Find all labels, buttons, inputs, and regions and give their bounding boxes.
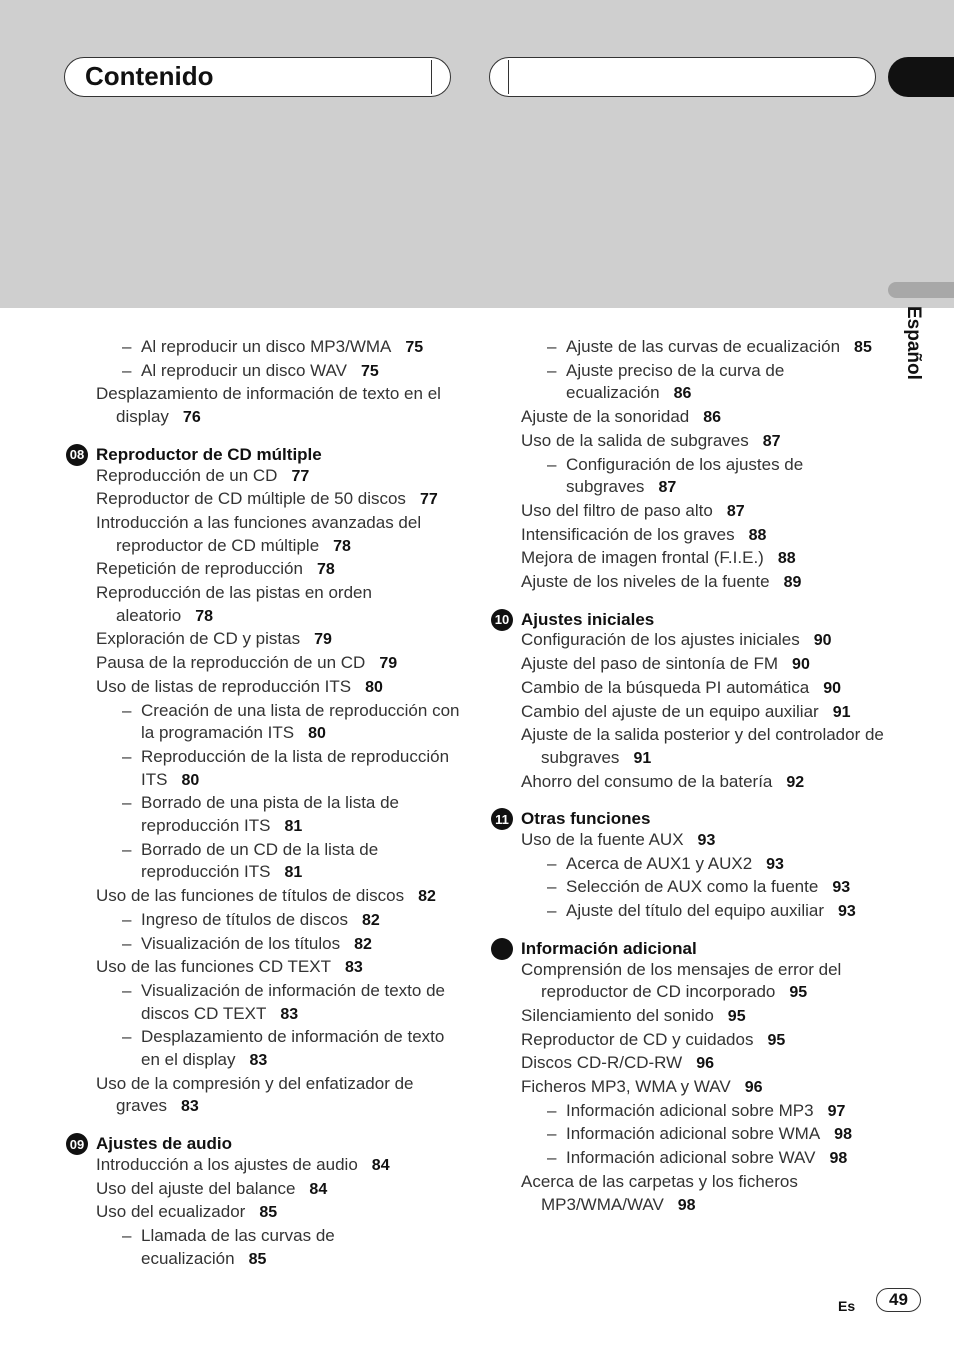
toc-entry[interactable] — [64, 512, 464, 558]
toc-subentry[interactable] — [64, 839, 464, 885]
toc-entry[interactable] — [64, 488, 464, 512]
entry-page-number: 91 — [832, 703, 851, 721]
section-heading — [64, 442, 464, 465]
toc-entry[interactable] — [64, 383, 464, 429]
toc-subentry[interactable] — [489, 360, 884, 406]
dash-marker: – — [122, 909, 132, 929]
entry-page-number: 75 — [360, 362, 379, 380]
section-heading — [489, 607, 884, 630]
entry-page-number: 81 — [284, 864, 303, 882]
entry-text: Ajuste de los niveles de la fuente — [521, 572, 770, 592]
entry-text: Cambio de la búsqueda PI automática — [521, 677, 810, 697]
entry-text: Selección de AUX como la fuente — [566, 877, 819, 897]
dash-marker: – — [122, 1225, 132, 1245]
dash-marker: – — [122, 746, 132, 766]
toc-entry[interactable] — [64, 885, 464, 909]
entry-page-number: 85 — [259, 1204, 278, 1222]
entry-text: Ficheros MP3, WMA y WAV — [521, 1077, 731, 1097]
toc-column-left — [64, 336, 464, 1271]
entry-page-number: 98 — [834, 1126, 852, 1144]
section-number-badge: 11 — [491, 808, 513, 830]
entry-page-number: 84 — [309, 1180, 328, 1198]
title-box — [64, 57, 451, 97]
entry-page-number: 93 — [838, 903, 856, 921]
entry-text: Borrado de una pista de la lista de reproducción ITS — [141, 793, 400, 836]
language-label: Español — [903, 306, 924, 380]
chapter-tab — [888, 57, 954, 97]
entry-page-number: 93 — [697, 832, 716, 850]
toc-subentry[interactable] — [489, 876, 884, 900]
entry-page-number: 97 — [827, 1102, 846, 1120]
entry-page-number: 83 — [344, 959, 363, 977]
toc-entry[interactable] — [64, 558, 464, 582]
toc-entry[interactable] — [489, 1052, 884, 1076]
entry-text: Intensificación de los graves — [521, 524, 735, 544]
entry-text: Ingreso de títulos de discos — [141, 909, 348, 929]
entry-page-number: 84 — [371, 1156, 390, 1174]
entry-page-number: 95 — [789, 984, 808, 1002]
entry-text: Introducción a los ajustes de audio — [96, 1154, 358, 1174]
entry-text: Al reproducir un disco MP3/WMA — [141, 337, 392, 356]
entry-page-number: 93 — [766, 855, 784, 873]
entry-text: Información adicional sobre WAV — [566, 1148, 816, 1168]
toc-entry[interactable] — [489, 771, 884, 795]
entry-page-number: 83 — [280, 1005, 299, 1023]
toc-entry[interactable] — [64, 465, 464, 489]
toc-entry[interactable] — [489, 677, 884, 701]
entry-page-number: 78 — [333, 537, 351, 555]
entry-text: Desplazamiento de información de texto en el display — [141, 1027, 445, 1070]
entry-text: Ajuste de la salida posterior y del controlador de subgraves — [521, 725, 884, 767]
entry-text: Borrado de un CD de la lista de reproducción ITS — [141, 839, 379, 882]
section-title: Información adicional — [521, 938, 697, 958]
entry-page-number: 78 — [195, 607, 214, 625]
entry-page-number: 77 — [419, 491, 438, 509]
entry-page-number: 88 — [777, 550, 796, 568]
section-heading — [489, 936, 884, 959]
toc-entry[interactable] — [64, 582, 464, 628]
entry-page-number: 77 — [291, 467, 310, 485]
footer-language-code: Es — [838, 1298, 856, 1314]
entry-text: Ajuste preciso de la curva de ecualización — [566, 360, 785, 403]
toc-subentry[interactable] — [64, 360, 464, 384]
toc-entry[interactable] — [489, 406, 884, 430]
entry-text: Discos CD-R/CD-RW — [521, 1053, 683, 1073]
toc-column-right — [489, 336, 884, 1217]
entry-text: Introducción a las funciones avanzadas del reproductor de CD múltiple — [96, 512, 422, 555]
entry-text: Visualización de información de texto de discos CD TEXT — [141, 980, 445, 1023]
entry-page-number: 87 — [762, 432, 781, 450]
toc-entry[interactable] — [489, 547, 884, 571]
toc-entry[interactable] — [489, 430, 884, 454]
entry-text: Reproducción de las pistas en orden aleatorio — [96, 583, 372, 625]
entry-text: Uso del ajuste del balance — [96, 1178, 296, 1198]
section-title: Ajustes iniciales — [521, 609, 655, 629]
entry-text: Creación de una lista de reproducción con la programación ITS — [141, 700, 460, 743]
toc-entry[interactable] — [489, 571, 884, 595]
section-number-badge: 10 — [491, 609, 513, 631]
entry-text: Información adicional sobre MP3 — [566, 1100, 814, 1120]
entry-page-number: 83 — [249, 1052, 268, 1070]
dash-marker: – — [547, 1148, 557, 1168]
dash-marker: – — [547, 853, 557, 873]
toc-entry[interactable] — [64, 652, 464, 676]
toc-subentry[interactable] — [64, 1026, 464, 1072]
section-heading — [489, 806, 884, 829]
toc-subentry[interactable] — [489, 1147, 884, 1171]
entry-text: Mejora de imagen frontal (F.I.E.) — [521, 548, 764, 568]
dash-marker: – — [547, 454, 557, 474]
entry-page-number: 82 — [418, 888, 436, 906]
entry-page-number: 86 — [673, 385, 692, 403]
toc-entry[interactable] — [489, 629, 884, 653]
dash-marker: – — [547, 1124, 557, 1144]
entry-page-number: 98 — [829, 1150, 848, 1168]
entry-text: Uso de la compresión y del enfatizador de graves — [96, 1073, 414, 1116]
entry-page-number: 87 — [726, 502, 745, 520]
dash-marker: – — [122, 1027, 132, 1047]
entry-text: Acerca de las carpetas y los ficheros MP3/WMA/WAV — [521, 1171, 798, 1214]
entry-text: Llamada de las curvas de ecualización — [141, 1225, 335, 1268]
entry-text: Visualización de los títulos — [141, 933, 341, 953]
entry-page-number: 96 — [696, 1055, 714, 1073]
toc-subentry[interactable] — [64, 933, 464, 957]
entry-text: Configuración de los ajustes iniciales — [521, 630, 800, 650]
dash-marker: – — [547, 901, 557, 921]
entry-page-number: 76 — [182, 409, 201, 427]
title-box-divider — [431, 60, 432, 94]
dash-marker: – — [547, 1100, 557, 1120]
toc-subentry[interactable] — [489, 853, 884, 877]
dash-marker: – — [122, 793, 132, 813]
entry-text: Información adicional sobre WMA — [566, 1124, 821, 1144]
entry-page-number: 91 — [633, 749, 652, 767]
toc-entry[interactable] — [489, 701, 884, 725]
toc-entry[interactable] — [64, 1073, 464, 1119]
toc-subentry[interactable] — [489, 454, 884, 500]
dash-marker: – — [547, 337, 557, 356]
toc-subentry[interactable] — [489, 1100, 884, 1124]
entry-text: Ajuste de la sonoridad — [521, 407, 690, 427]
entry-page-number: 81 — [284, 818, 303, 836]
entry-text: Repetición de reproducción — [96, 559, 303, 579]
dash-marker: – — [122, 980, 132, 1000]
section-heading — [64, 1131, 464, 1154]
toc-entry[interactable] — [64, 676, 464, 700]
header-band — [0, 0, 954, 308]
dash-marker: – — [122, 360, 132, 380]
toc-entry[interactable] — [64, 1154, 464, 1178]
entry-text: Exploración de CD y pistas — [96, 629, 301, 649]
section-number-badge: 09 — [66, 1133, 88, 1155]
entry-page-number: 75 — [405, 339, 424, 356]
entry-text: Acerca de AUX1 y AUX2 — [566, 853, 753, 873]
entry-text: Uso de las funciones de títulos de discos — [96, 886, 405, 906]
entry-text: Uso del ecualizador — [96, 1202, 246, 1222]
entry-text: Comprensión de los mensajes de error del reproductor de CD incorporado — [521, 959, 842, 1002]
entry-text: Ajuste del título del equipo auxiliar — [566, 901, 824, 921]
blank-header-box — [489, 57, 876, 97]
entry-page-number: 89 — [783, 574, 802, 592]
entry-page-number: 88 — [748, 526, 767, 544]
toc-subentry[interactable] — [489, 900, 884, 924]
entry-page-number: 95 — [727, 1007, 746, 1025]
section-title: Ajustes de audio — [96, 1134, 233, 1154]
toc-entry[interactable] — [489, 500, 884, 524]
section-title: Otras funciones — [521, 809, 651, 829]
entry-text: Uso de listas de reproducción ITS — [96, 676, 352, 696]
entry-page-number: 93 — [832, 879, 851, 897]
toc-entry[interactable] — [64, 1178, 464, 1202]
dash-marker: – — [122, 839, 132, 859]
entry-text: Uso de la fuente AUX — [521, 830, 684, 850]
toc-entry[interactable] — [489, 1076, 884, 1100]
entry-page-number: 80 — [365, 678, 383, 696]
toc-entry[interactable] — [489, 524, 884, 548]
entry-page-number: 90 — [823, 679, 842, 697]
entry-text: Silenciamiento del sonido — [521, 1005, 714, 1025]
section-number-badge — [491, 938, 513, 960]
entry-text: Reproductor de CD y cuidados — [521, 1029, 754, 1049]
entry-page-number: 90 — [813, 632, 832, 650]
entry-text: Ajuste del paso de sintonía de FM — [521, 654, 779, 674]
entry-page-number: 90 — [792, 656, 810, 674]
language-tab-marker — [888, 282, 954, 298]
entry-page-number: 92 — [786, 773, 805, 791]
entry-page-number: 78 — [316, 561, 335, 579]
entry-page-number: 79 — [314, 631, 332, 649]
entry-page-number: 95 — [767, 1031, 786, 1049]
entry-page-number: 85 — [248, 1250, 267, 1268]
entry-page-number: 79 — [379, 655, 398, 673]
entry-page-number: 96 — [744, 1079, 763, 1097]
entry-text: Configuración de los ajustes de subgraves — [566, 454, 804, 497]
page-number: 49 — [876, 1288, 921, 1312]
entry-text: Reproducción de la lista de reproducción ITS — [141, 746, 450, 789]
entry-page-number: 98 — [677, 1196, 696, 1214]
entry-text: Al reproducir un disco WAV — [141, 360, 347, 380]
entry-text: Pausa de la reproducción de un CD — [96, 653, 366, 673]
dash-marker: – — [122, 700, 132, 720]
toc-subentry[interactable] — [64, 700, 464, 746]
entry-page-number: 80 — [308, 725, 326, 743]
toc-subentry[interactable] — [489, 1123, 884, 1147]
dash-marker: – — [122, 337, 132, 356]
entry-page-number: 83 — [181, 1098, 199, 1116]
entry-text: Ahorro del consumo de la batería — [521, 771, 773, 791]
blank-box-divider — [508, 60, 509, 94]
section-number-badge: 08 — [66, 444, 88, 466]
entry-page-number: 87 — [658, 479, 677, 497]
entry-page-number: 85 — [854, 339, 872, 356]
toc-entry[interactable] — [489, 959, 884, 1005]
entry-text: Desplazamiento de información de texto en el display — [96, 384, 441, 427]
page-title: Contenido — [85, 61, 214, 91]
toc-subentry[interactable] — [64, 980, 464, 1026]
toc-subentry[interactable] — [489, 336, 884, 360]
toc-subentry[interactable] — [64, 792, 464, 838]
toc-entry[interactable] — [489, 1029, 884, 1053]
entry-page-number: 86 — [703, 409, 722, 427]
entry-page-number: 82 — [361, 911, 380, 929]
toc-entry[interactable] — [64, 628, 464, 652]
entry-text: Uso del filtro de paso alto — [521, 500, 713, 520]
entry-text: Reproductor de CD múltiple de 50 discos — [96, 489, 406, 509]
toc-entry[interactable] — [489, 653, 884, 677]
entry-page-number: 80 — [181, 771, 200, 789]
toc-entry[interactable] — [64, 1201, 464, 1225]
entry-text: Uso de la salida de subgraves — [521, 430, 749, 450]
toc-entry[interactable] — [489, 724, 884, 770]
toc-entry[interactable] — [489, 829, 884, 853]
section-title: Reproductor de CD múltiple — [96, 444, 322, 464]
entry-text: Uso de las funciones CD TEXT — [96, 957, 331, 977]
toc-entry[interactable] — [64, 956, 464, 980]
entry-text: Ajuste de las curvas de ecualización — [566, 337, 841, 356]
toc-entry[interactable] — [489, 1005, 884, 1029]
toc-subentry[interactable] — [64, 746, 464, 792]
toc-subentry[interactable] — [64, 909, 464, 933]
dash-marker: – — [547, 360, 557, 380]
toc-subentry[interactable] — [64, 336, 464, 360]
entry-page-number: 82 — [354, 935, 372, 953]
entry-text: Cambio del ajuste de un equipo auxiliar — [521, 701, 819, 721]
dash-marker: – — [547, 877, 557, 897]
toc-subentry[interactable] — [64, 1225, 464, 1271]
toc-entry[interactable] — [489, 1171, 884, 1217]
dash-marker: – — [122, 933, 132, 953]
entry-text: Reproducción de un CD — [96, 465, 278, 485]
